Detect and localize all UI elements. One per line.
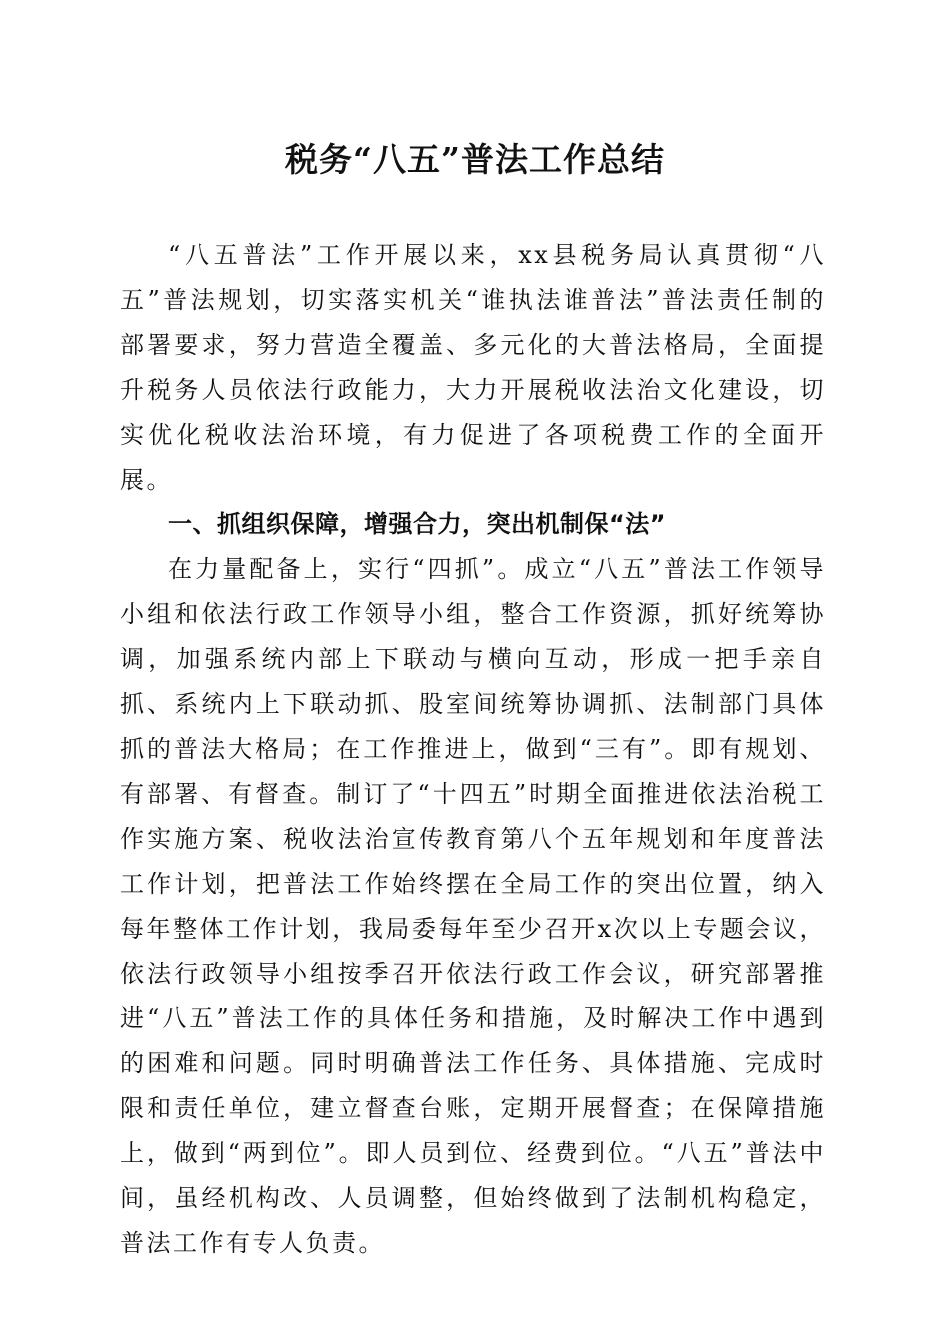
section-paragraph: 在力量配备上，实行“四抓”。成立“八五”普法工作领导小组和依法行政工作领导小组，整合工作资源，抓好统筹协调，加强系统内部上下联动与横向互动，形成一把手亲自抓、系统内上下联动抓、股室间统筹协调抓、法制部门具体抓的普法大格局；在工作推进上，做到“三有”。即有规划、有部署、有督查。制订了“十四五”时期全面推进依法治税工作实施方案、税收法治宣传教育第八个五年规划和年度普法工作计划，把普法工作始终摆在全局工作的突出位置，纳入每年整体工作计划，我局委每年至少召开x次以上专题会议，依法行政领导小组按季召开依法行政工作会议，研究部署推进“八五”普法工作的具体任务和措施，及时解决工作中遇到的困难和问题。同时明确普法工作任务、具体措施、完成时限和责任单位，建立督查台账，定期开展督查；在保障措施上，做到“两到位”。即人员到位、经费到位。“八五”普法中间，虽经机构改、人员调整，但始终做到了法制机构稳定，普法工作有专人负责。 [120, 555, 826, 1257]
document-title: 税务“八五”普法工作总结 [285, 140, 665, 179]
intro-paragraph: “八五普法”工作开展以来，xx县税务局认真贯彻“八五”普法规划，切实落实机关“谁执法谁普法”普法责任制的部署要求，努力营造全覆盖、多元化的大普法格局，全面提升税务人员依法行政能力，大力开展税收法治文化建设，切实优化税收法治环境，有力促进了各项税费工作的全面开展。 [120, 241, 826, 494]
section-heading: 一、抓组织保障，增强合力，突出机制保“法” [168, 510, 667, 539]
document-body [120, 233, 826, 1266]
